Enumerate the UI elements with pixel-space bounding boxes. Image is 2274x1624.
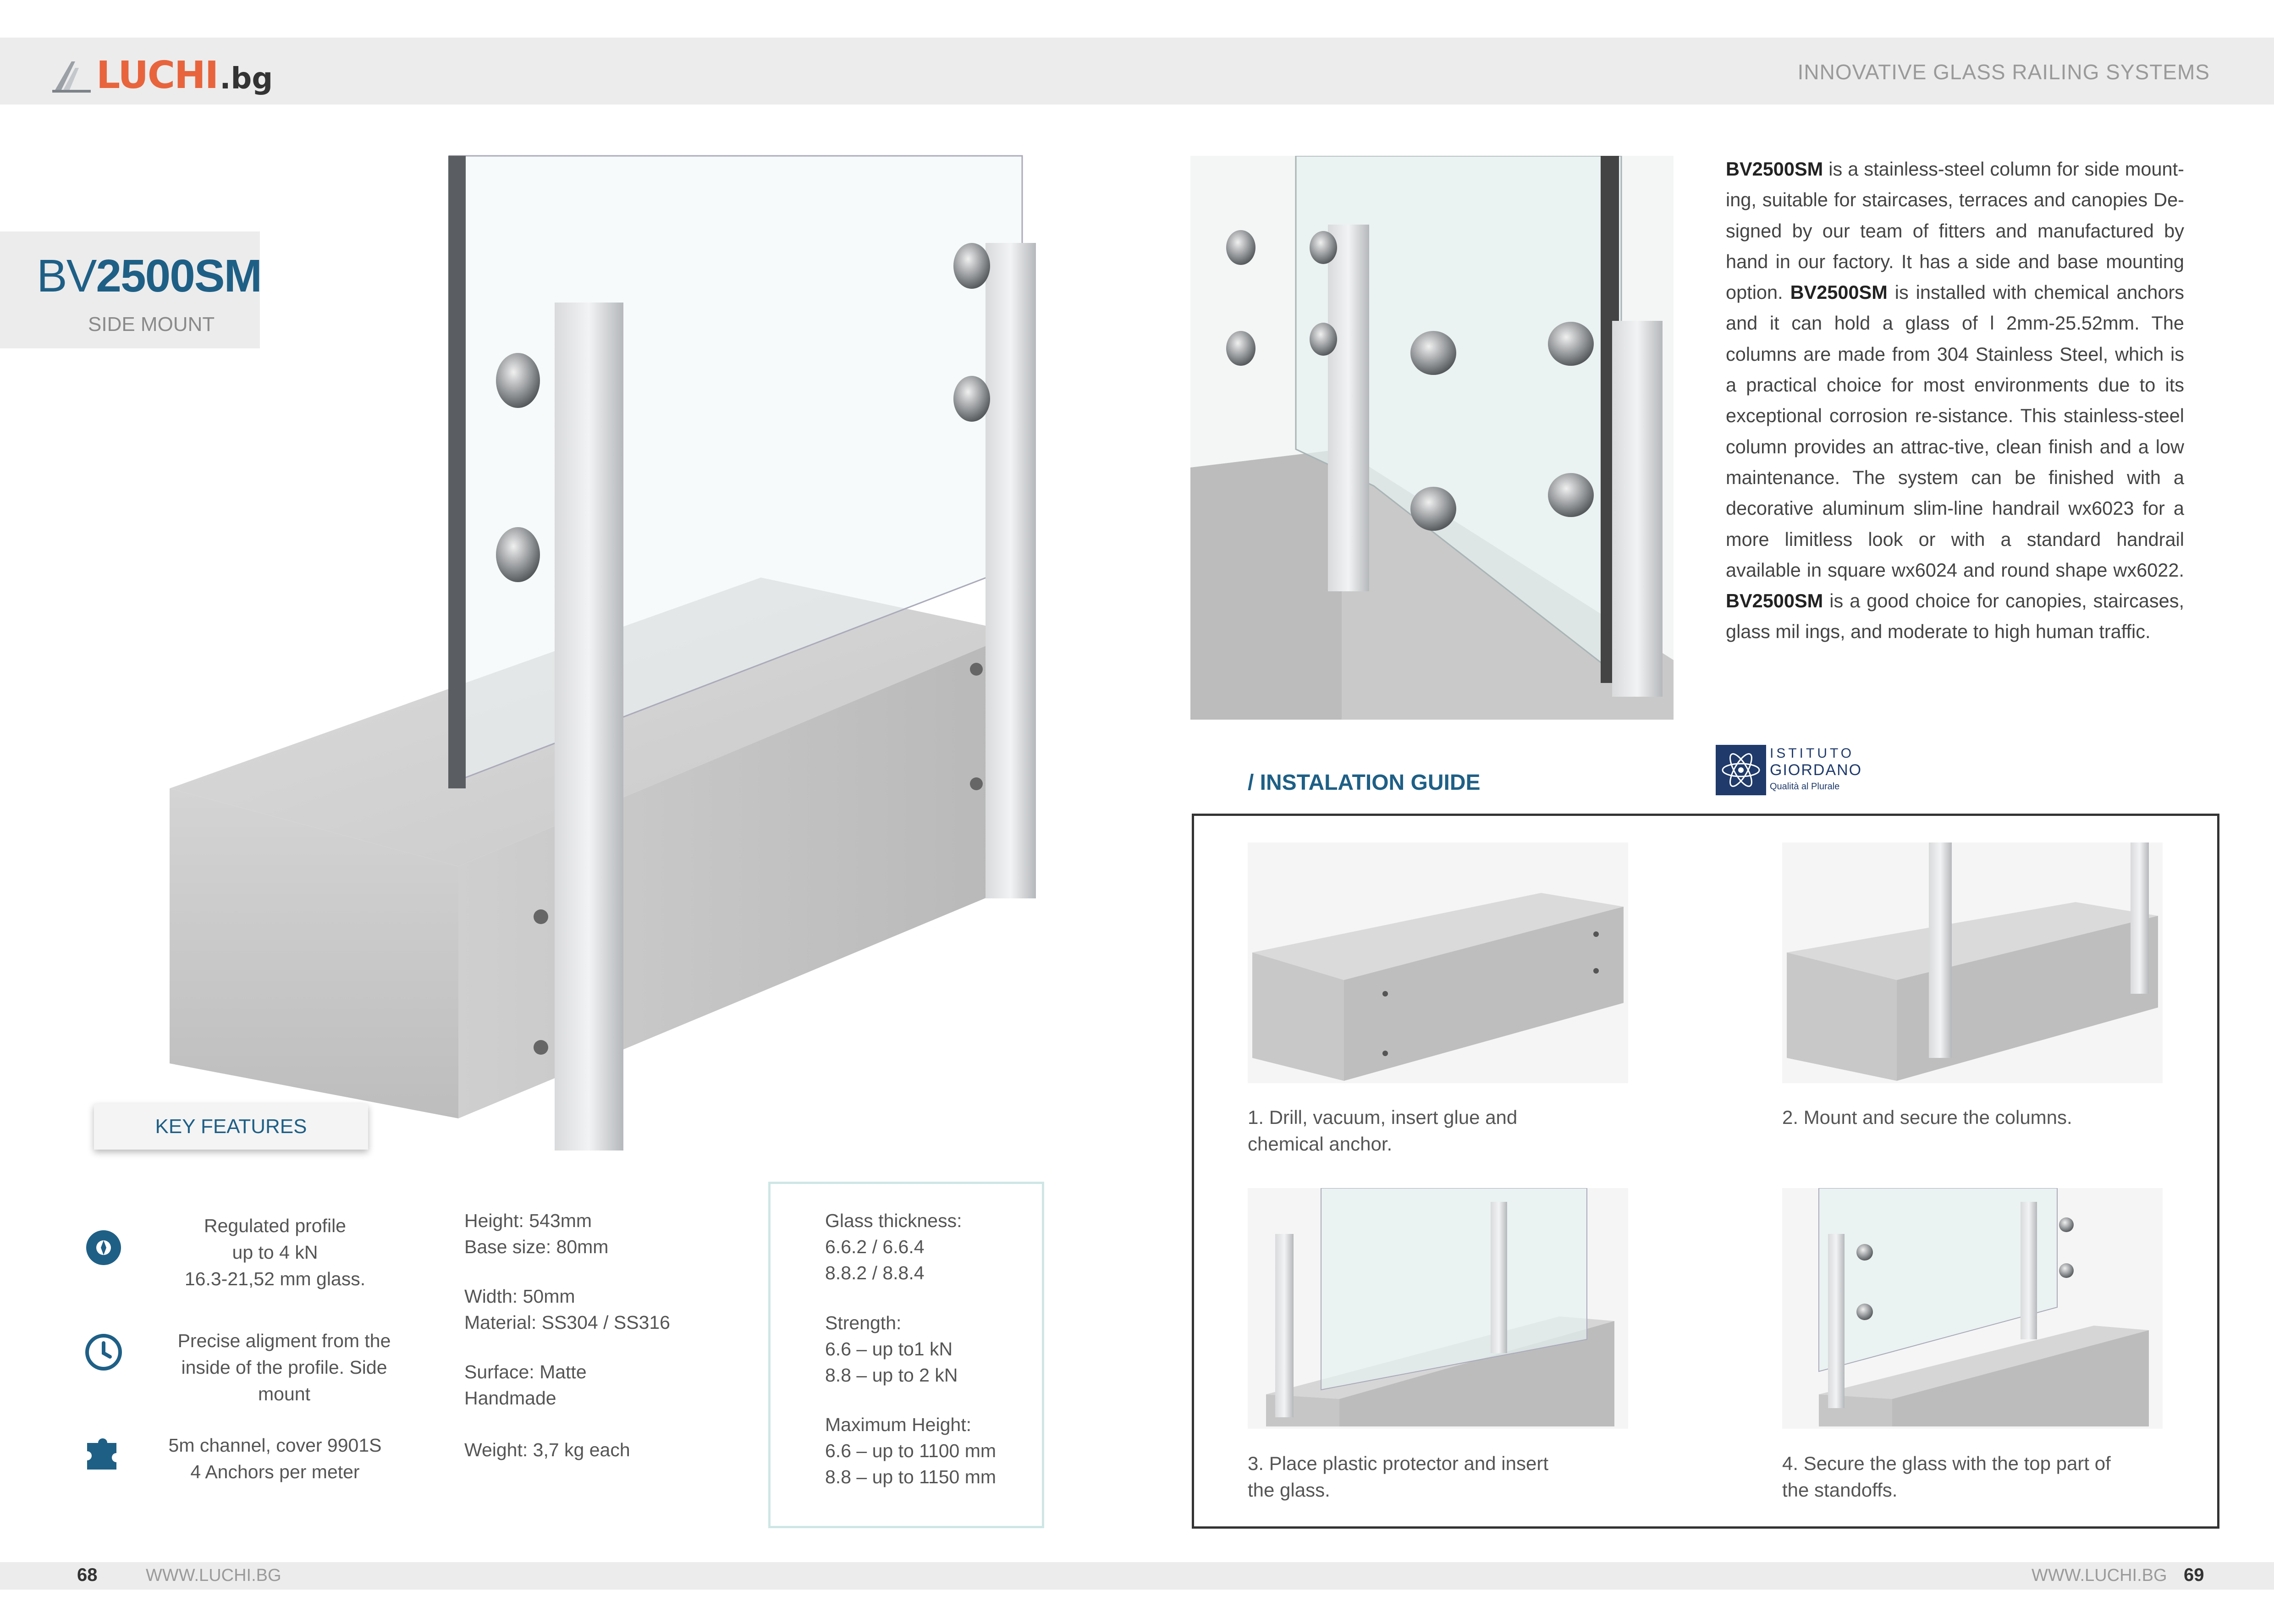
spec-weight: Weight: 3,7 kg each <box>464 1439 630 1460</box>
glass-strength: Strength: 6.6 – up to1 kN 8.8 – up to 2 kN <box>825 1312 958 1386</box>
logo-domain: .bg <box>220 62 273 96</box>
product-photo-detail <box>1190 156 1674 720</box>
key-features-label: KEY FEATURES <box>94 1104 368 1150</box>
step-1-image <box>1248 842 1628 1083</box>
puzzle-icon <box>84 1434 123 1472</box>
logo-mark-icon <box>51 58 92 94</box>
cert-line-2: GIORDANO <box>1770 761 1862 779</box>
feature-regulated-profile: Regulated profile up to 4 kN 16.3-21,52 mm glass. <box>184 1215 366 1289</box>
step-3-caption: 3. Place plastic protector and insert the glass. <box>1248 1453 1549 1501</box>
cert-line-3: Qualità al Plurale <box>1770 782 1840 792</box>
footer-url-left[interactable]: WWW.LUCHI.BG <box>146 1566 281 1585</box>
glass-max-height: Maximum Height: 6.6 – up to 1100 mm 8.8 – up to 1150 mm <box>825 1414 997 1487</box>
spec-width-material: Width: 50mm Material: SS304 / SS316 <box>464 1286 670 1333</box>
product-title: BV2500SM <box>37 250 261 302</box>
certification-logo <box>1716 745 1862 795</box>
product-description: BV2500SM is a stainless-steel column for side mount-ing, suitable for staircases, terraces and canopies De-signed by our team of fitters and manufactured by hand in our factory. It has a side and base mounting option. BV2500SM is installed with chemical anchors and it can hold a glass of l 2mm-25.52mm. The columns are made from 304 Stainless Steel, which is a practical choice for most environments due to its exceptional corrosion re-sistance. This stainless-steel column provides an attrac-tive, clean finish and a low maintenance. The system can be finished with a decorative aluminum slim-line handrail wx6023 for a more limitless look or with a standard handrail available in square wx6024 and round shape wx6022. BV2500SM is a good choice for canopies, staircases, glass mil ings, and moderate to high human traffic. <box>1726 158 2184 643</box>
gear-badge-icon <box>84 1228 123 1267</box>
brand-logo[interactable] <box>51 44 273 97</box>
glass-thickness-values: 6.6.2 / 6.6.4 8.8.2 / 8.8.4 <box>825 1236 925 1283</box>
page-number-right: 69 <box>2184 1565 2204 1585</box>
header-tagline: INNOVATIVE GLASS RAILING SYSTEMS <box>1797 60 2210 84</box>
istituto-giordano-emblem-icon <box>1716 745 1766 795</box>
step-4-image <box>1782 1188 2163 1429</box>
step-2-image <box>1782 842 2163 1083</box>
footer-url-right[interactable]: WWW.LUCHI.BG <box>2032 1566 2167 1585</box>
installation-guide-title: / INSTALATION GUIDE <box>1248 771 1481 795</box>
feature-channel-anchors: 5m channel, cover 9901S 4 Anchors per meter <box>168 1435 382 1482</box>
step-4-caption: 4. Secure the glass with the top part of the standoffs. <box>1782 1453 2111 1501</box>
footer-bar <box>0 1562 2274 1590</box>
feature-precise-alignment: Precise aligment from the inside of the profile. Side mount <box>177 1330 391 1404</box>
logo-text: LUCHI <box>96 54 218 97</box>
page-number-left: 68 <box>77 1565 98 1585</box>
spec-surface: Surface: Matte Handmade <box>464 1361 587 1409</box>
cert-line-1: ISTITUTO <box>1770 746 1855 761</box>
clock-icon <box>84 1333 123 1371</box>
product-subtitle: SIDE MOUNT <box>88 313 215 336</box>
step-1-caption: 1. Drill, vacuum, insert glue and chemical anchor. <box>1248 1107 1518 1155</box>
step-3-image <box>1248 1188 1628 1429</box>
spec-height-base: Height: 543mm Base size: 80mm <box>464 1210 609 1257</box>
glass-thickness-heading: Glass thickness: <box>825 1210 962 1231</box>
step-2-caption: 2. Mount and secure the columns. <box>1782 1107 2072 1128</box>
